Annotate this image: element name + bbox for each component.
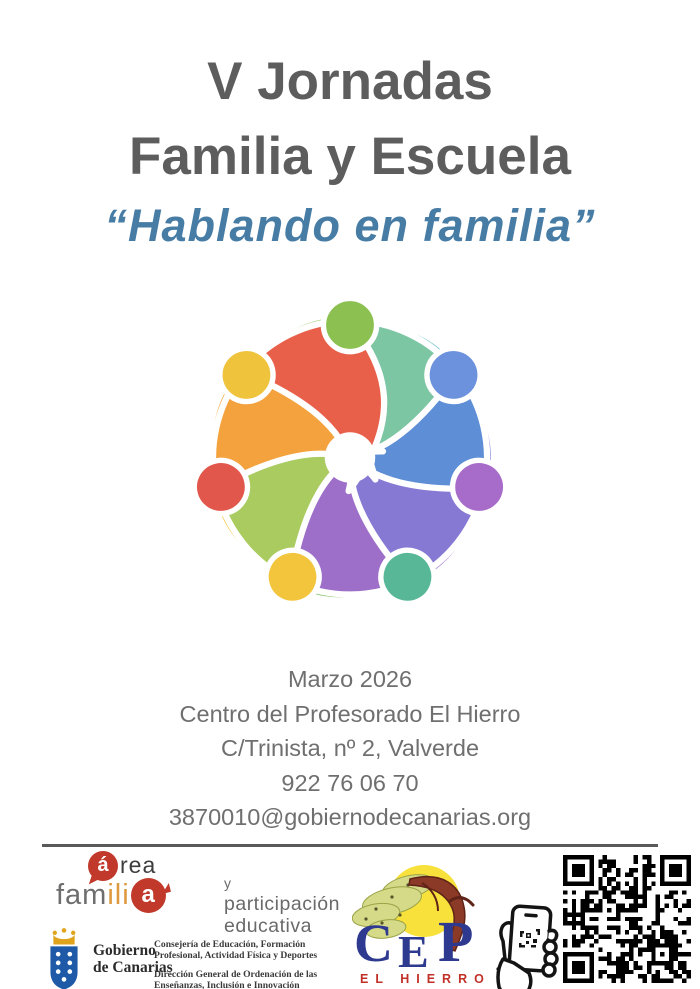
area-familia-logo [56, 851, 340, 937]
title-line-1: V Jornadas [207, 52, 493, 111]
event-address: C/Trinista, nº 2, Valverde [220, 735, 480, 761]
svg-text:C: C [354, 912, 393, 973]
consejeria-text: Consejería de Educación, Formación Profesional, Actividad Física y Deportes Dirección General de Ordenación de las Enseñanzas, Inclusión e Innovación [154, 938, 318, 989]
family-circle-logo [155, 280, 545, 635]
circle-a-icon: a [131, 878, 166, 913]
speech-bubble-icon: á [88, 851, 118, 881]
familia-word: fam ili a [56, 878, 166, 913]
cep-name-label: EL HIERRO [360, 971, 491, 986]
qr-code [563, 855, 691, 983]
logo-container [0, 280, 700, 640]
event-venue: Centro del Profesorado El Hierro [179, 700, 521, 727]
svg-text:E: E [398, 925, 429, 977]
canarias-shield-icon [44, 927, 84, 989]
cep-el-hierro-logo [352, 859, 494, 989]
event-email: 3870010@gobiernodecanarias.org [168, 804, 532, 830]
event-phone: 922 76 06 70 [281, 769, 419, 796]
area-word: á rea [88, 851, 156, 881]
poster-subtitle: “Hablando en familia” [104, 200, 596, 251]
gobierno-canarias-label: Gobierno de Canarias [93, 941, 173, 976]
event-date: Marzo 2026 [287, 666, 413, 692]
title-line-2: Familia y Escuela [129, 127, 571, 186]
area-familia-tagline: y participación educativa [224, 874, 340, 937]
poster-title [0, 0, 700, 194]
footer [0, 847, 700, 989]
event-details [0, 662, 700, 835]
svg-text:P: P [438, 908, 474, 974]
phone-scan-icon [489, 903, 565, 989]
